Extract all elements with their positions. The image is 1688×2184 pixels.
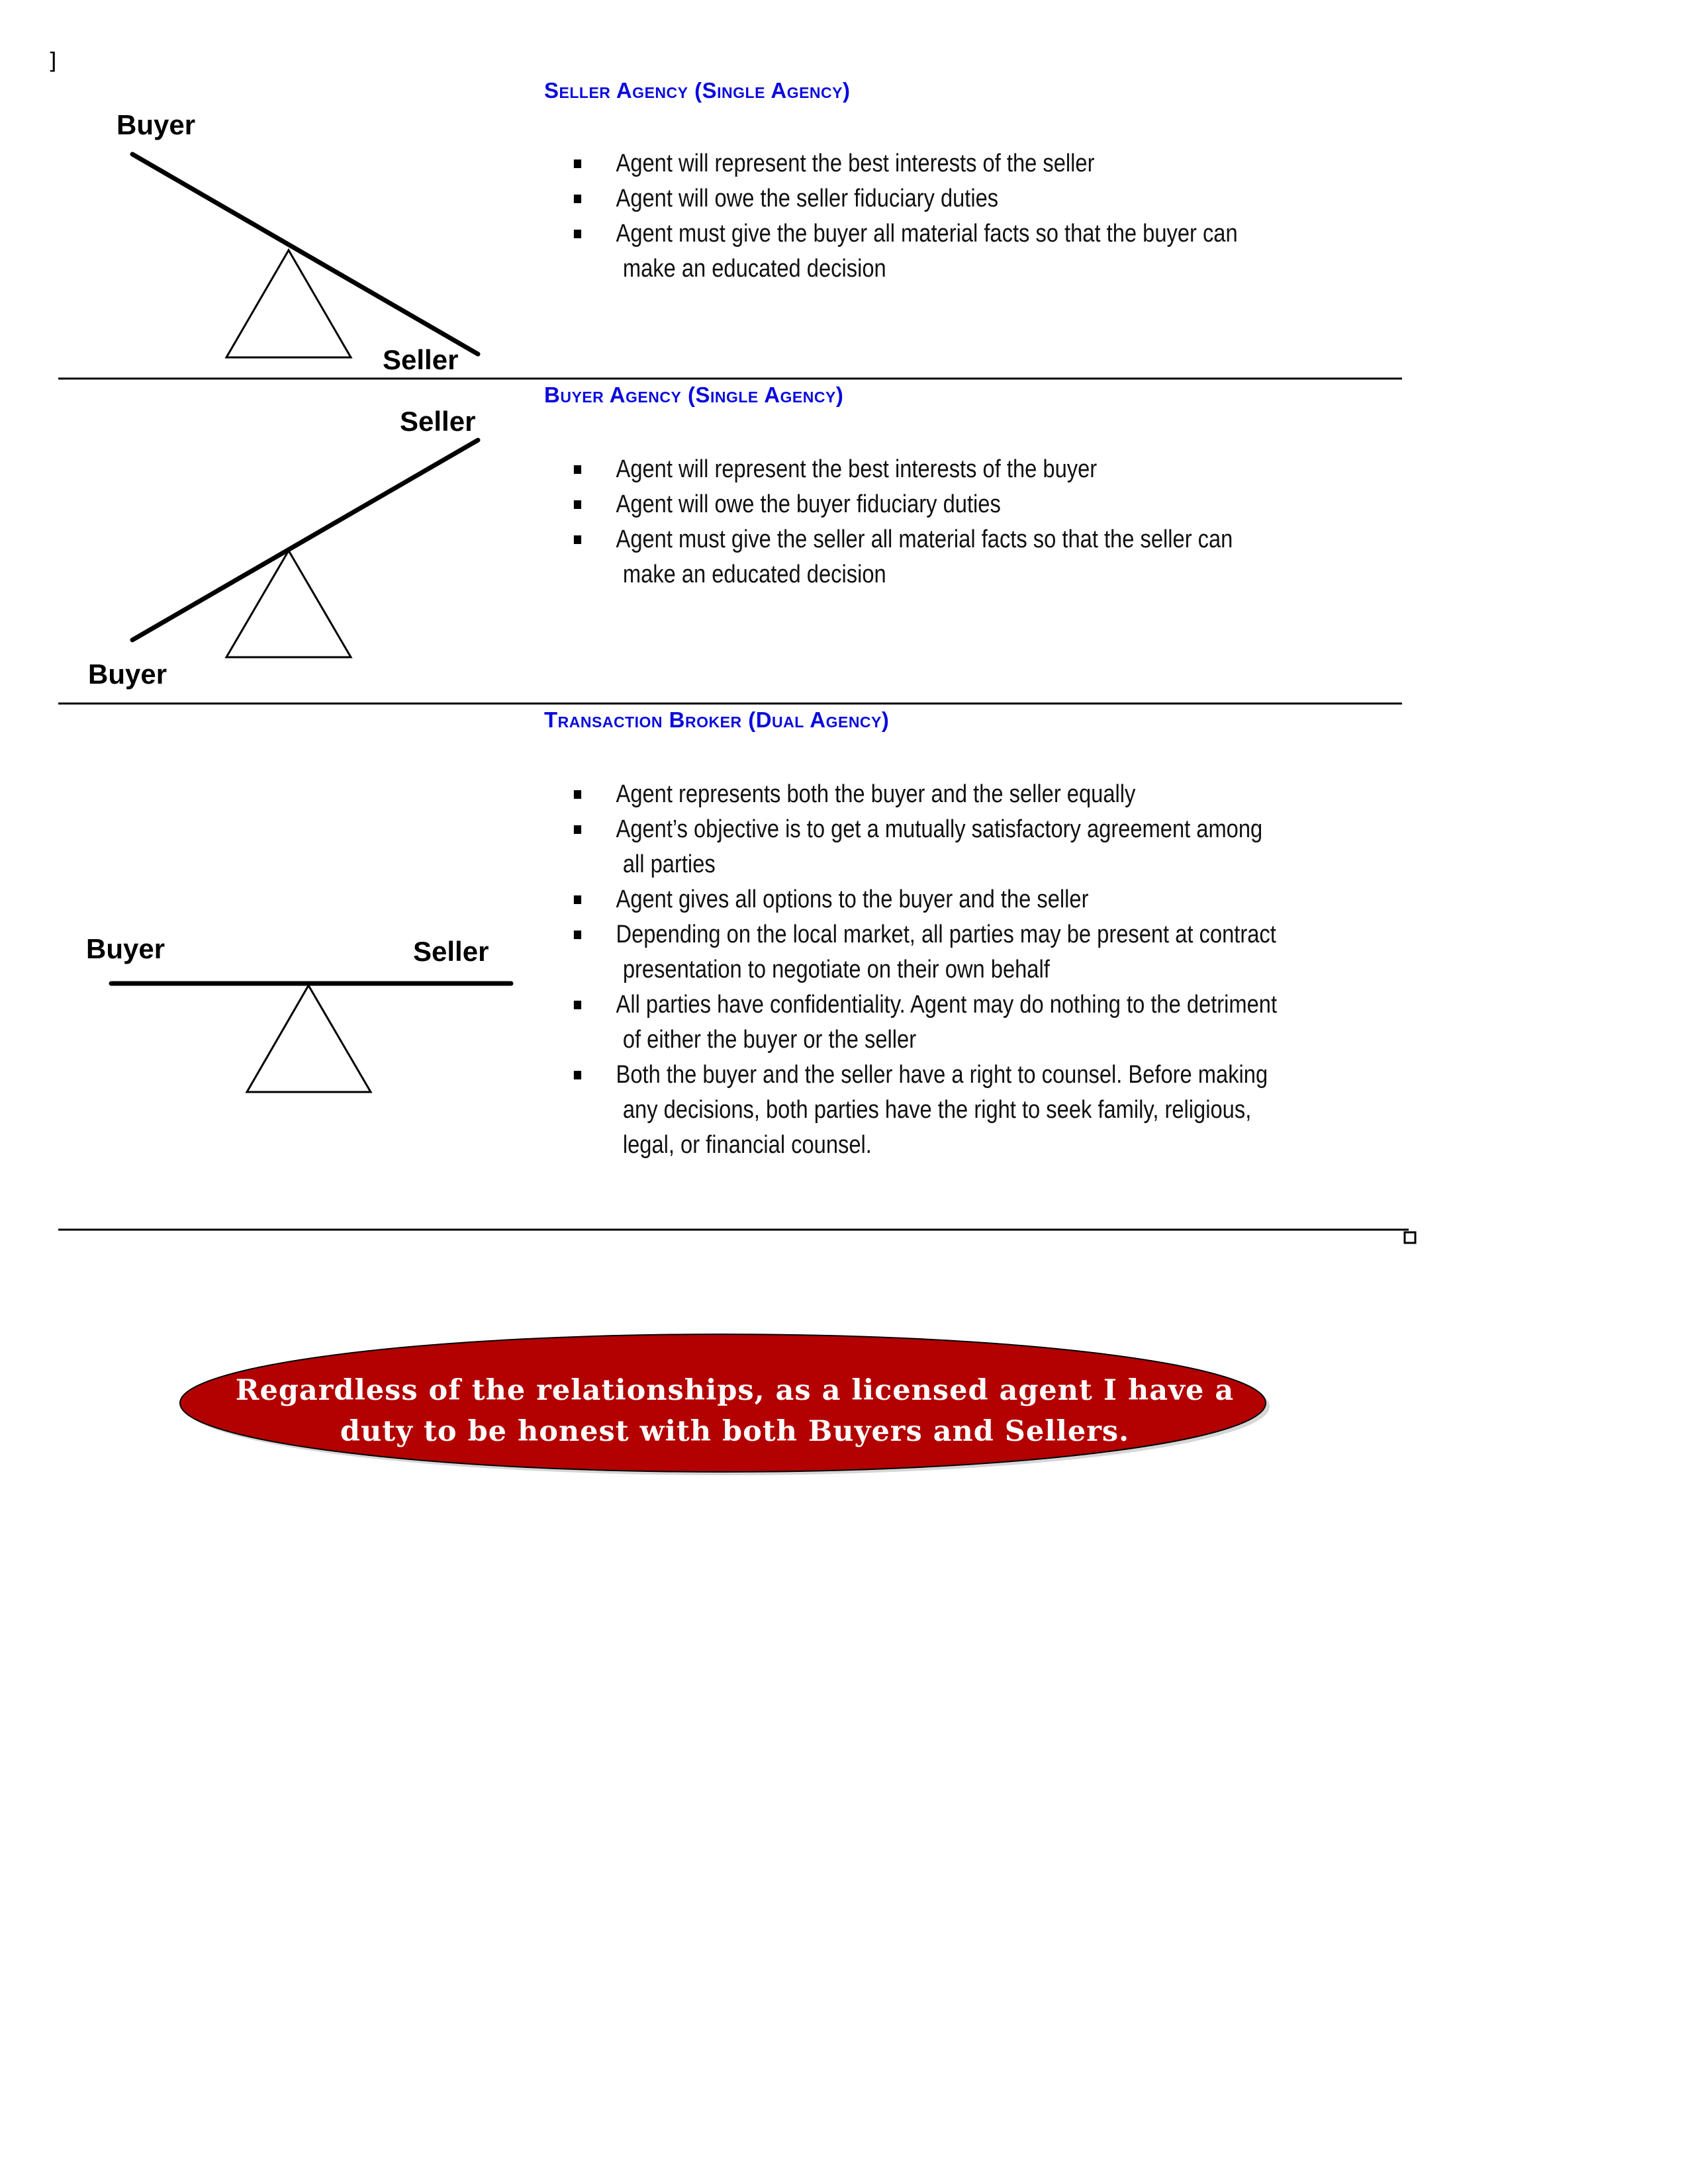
list-item: Agent must give the seller all material facts so that the seller can make an educated decision [569,522,1303,592]
seesaw-beam [132,154,478,354]
list-item: Agent will owe the seller fiduciary duties [569,181,1303,216]
callout-text [192,1370,1278,1452]
list-item: Agent will represent the best interests of the seller [569,146,1303,181]
callout-line: duty to be honest with both Buyers and Sellers. [340,1415,1130,1448]
bullet-icon [574,500,581,509]
bullet-icon [574,465,581,474]
list-item: Agent gives all options to the buyer and the seller [569,882,1303,917]
bullet-icon [574,535,581,544]
bullet-icon [574,895,581,904]
bullet-icon [574,1071,581,1079]
list-item: Both the buyer and the seller have a right to counsel. Before making any decisions, both parties have the right to seek family, religious, legal, or financial counsel. [569,1058,1303,1163]
bullet-list-seller-agency [569,146,1303,287]
bullet-icon [574,230,581,238]
list-item: All parties have confidentiality. Agent may do nothing to the detriment of either the buyer or the seller [569,987,1303,1058]
bullet-icon [574,825,581,834]
bullet-list-transaction-broker [569,777,1303,1163]
text-frame-marker: ] [46,48,60,75]
list-item: Agent must give the buyer all material facts so that the buyer can make an educated decision [569,216,1303,287]
bullet-list-buyer-agency [569,452,1303,592]
bullet-icon [574,195,581,203]
list-item: Agent’s objective is to get a mutually satisfactory agreement among all parties [569,812,1303,882]
diagram-label-buyer: Buyer [117,109,196,140]
seesaw-seller-agency [117,109,478,375]
diagram-label-buyer: Buyer [88,659,167,690]
callout-line: Regardless of the relationships, as a licensed agent I have a [235,1374,1235,1407]
fulcrum-triangle [247,985,371,1092]
bullet-icon [574,159,581,168]
diagram-label-buyer: Buyer [86,933,165,964]
section-title-seller-agency: Seller Agency (Single Agency) [544,78,851,103]
section-title-buyer-agency: Buyer Agency (Single Agency) [544,383,844,407]
list-item: Agent will represent the best interests of the buyer [569,452,1303,487]
fulcrum-triangle [226,250,351,357]
fulcrum-triangle [226,551,351,657]
seesaw-buyer-agency [88,406,478,690]
list-item: Agent represents both the buyer and the seller equally [569,777,1303,812]
bullet-icon [574,790,581,799]
diagram-label-seller: Seller [413,936,489,967]
section-title-transaction-broker: Transaction Broker (Dual Agency) [544,707,890,732]
bullet-icon [574,931,581,939]
bullet-icon [574,1001,581,1009]
list-item: Depending on the local market, all parties may be present at contract presentation to negotiate on their own behalf [569,917,1303,987]
seesaw-transaction-broker [86,933,511,1092]
diagram-label-seller: Seller [400,406,476,437]
list-item: Agent will owe the buyer fiduciary duties [569,487,1303,522]
resize-handle[interactable] [1405,1232,1415,1243]
diagram-label-seller: Seller [383,344,459,375]
seesaw-beam [132,440,478,640]
